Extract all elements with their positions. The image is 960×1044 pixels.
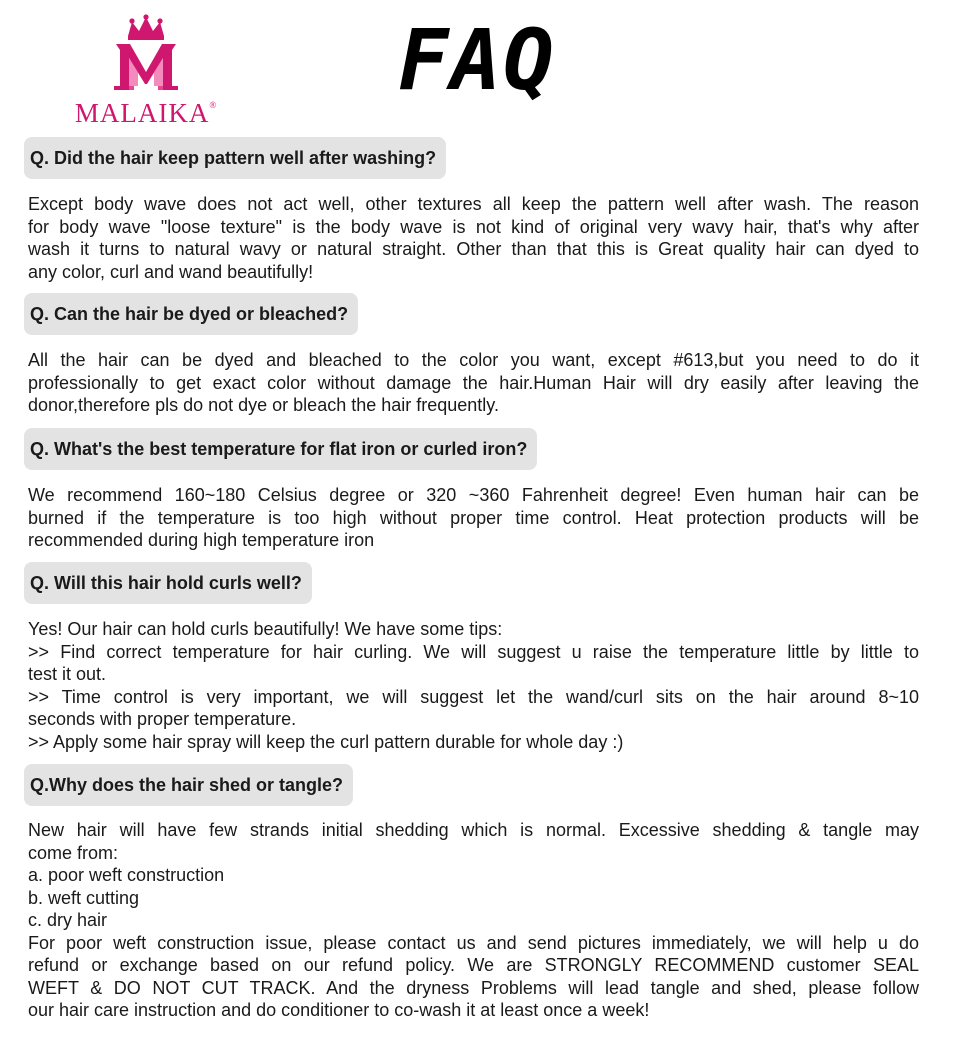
faq-answer-4 [28,618,919,753]
answer-line: New hair will have few strands initial shedding which is normal. Excessive shedding & tangle may [28,820,919,840]
answer-line: burned if the temperature is too high without proper time control. Heat protection products will be [28,507,919,528]
page-title: FAQ [398,11,556,109]
answer-line: seconds with proper temperature. [28,709,297,729]
answer-line: b. weft cutting [28,887,140,908]
crown-m-logo-icon [108,14,184,94]
answer-line: WEFT & DO NOT CUT TRACK. And the dryness Problems will lead tangle and shed, please follow [28,977,919,998]
brand-logo [66,14,226,128]
faq-question-3: Q. What's the best temperature for flat iron or curled iron? [24,428,537,470]
answer-line: We recommend 160~180 Celsius degree or 320 ~360 Fahrenheit degree! Even human hair can be [28,485,919,505]
answer-line: our hair care instruction and do conditioner to co-wash it at least once a week! [28,1000,650,1020]
answer-line: donor,therefore pls do not dye or bleach the hair frequently. [28,395,499,415]
answer-line: wash it turns to natural wavy or natural straight. Other than that this is Great quality hair can dyed to [28,239,919,259]
answer-line: >> Time control is very important, we will suggest let the wand/curl sits on the hair around 8~10 [28,686,919,707]
faq-answer-5 [28,819,919,1022]
answer-line: Except body wave does not act well, other textures all keep the pattern well after wash. The reason [28,194,919,214]
answer-line: refund or exchange based on our refund policy. We are STRONGLY RECOMMEND customer SEAL [28,955,919,975]
faq-answer-1 [28,193,919,283]
faq-question-4: Q. Will this hair hold curls well? [24,562,312,604]
faq-question-2: Q. Can the hair be dyed or bleached? [24,293,358,335]
answer-line: Yes! Our hair can hold curls beautifully! We have some tips: [28,619,503,639]
answer-line: All the hair can be dyed and bleached to the color you want, except #613,but you need to do it [28,350,919,370]
answer-line: professionally to get exact color without damage the hair.Human Hair will dry easily after leaving the [28,372,919,393]
faq-question-1: Q. Did the hair keep pattern well after washing? [24,137,446,179]
answer-line: >> Find correct temperature for hair curling. We will suggest u raise the temperature little by little to [28,641,919,662]
faq-answer-2 [28,349,919,417]
answer-line: >> Apply some hair spray will keep the curl pattern durable for whole day :) [28,731,624,752]
answer-line: c. dry hair [28,910,108,930]
answer-line: come from: [28,842,119,863]
header [0,0,960,130]
answer-line: any color, curl and wand beautifully! [28,261,314,282]
brand-name: MALAIKA® [74,98,218,128]
answer-line: test it out. [28,664,107,684]
faq-answer-3 [28,484,919,552]
faq-question-5: Q.Why does the hair shed or tangle? [24,764,353,806]
answer-line: recommended during high temperature iron [28,530,375,550]
answer-line: for body wave "loose texture" is the body wave is not kind of original very wavy hair, that's why after [28,216,919,237]
answer-line: a. poor weft construction [28,865,225,885]
answer-line: For poor weft construction issue, please contact us and send pictures immediately, we will help u do [28,932,919,953]
